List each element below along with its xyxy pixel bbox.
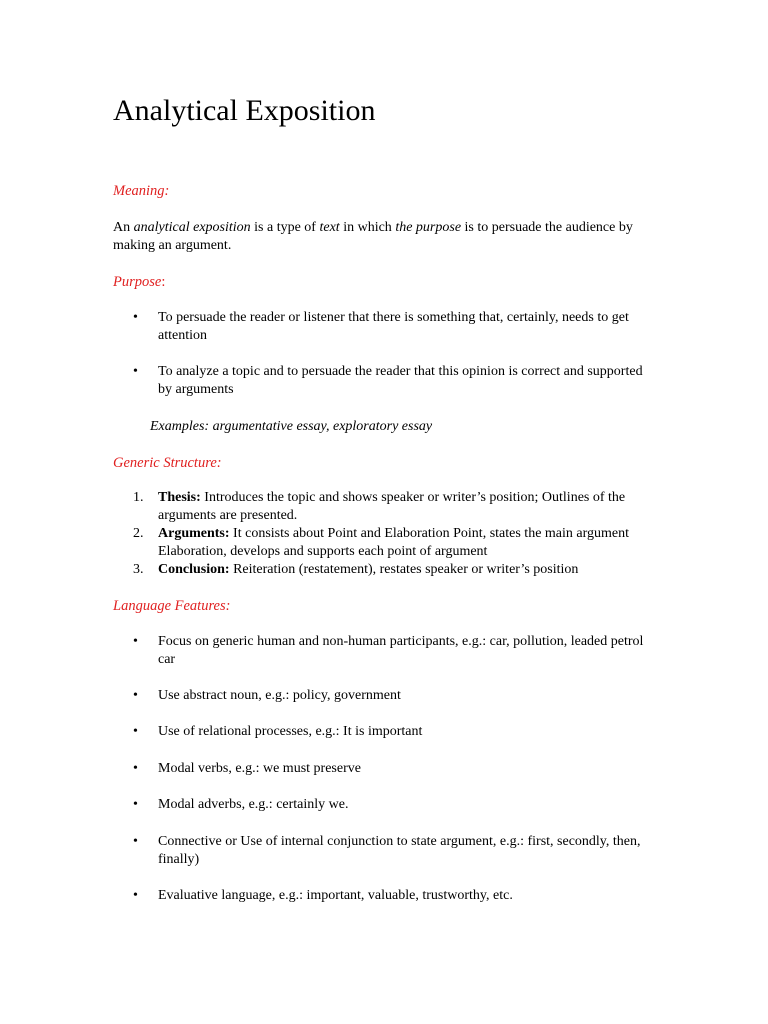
structure-item-text bbox=[158, 489, 658, 525]
feature-bullet-text: Connective or Use of internal conjunction to state argument, e.g.: first, secondly, then, finally) bbox=[158, 834, 641, 867]
examples-line: Examples: argumentative essay, exploratory essay bbox=[150, 419, 433, 434]
feature-bullet-text: Use abstract noun, e.g.: policy, government bbox=[158, 688, 401, 703]
purpose-heading-colon: : bbox=[161, 274, 166, 290]
item-number: 3. bbox=[133, 562, 144, 577]
structure-term: Thesis: bbox=[158, 490, 201, 505]
feature-bullet-text: Use of relational processes, e.g.: It is important bbox=[158, 724, 423, 739]
structure-desc: It consists about Point and Elaboration Point, states the main argument Elaboration, develops and supports each point of argument bbox=[158, 526, 630, 559]
bullet-icon: • bbox=[133, 761, 138, 776]
structure-term: Arguments: bbox=[158, 526, 230, 541]
item-number: 2. bbox=[133, 526, 144, 541]
structure-desc: Reiteration (restatement), restates speaker or writer’s position bbox=[229, 562, 579, 577]
meaning-text-2: analytical exposition bbox=[133, 220, 251, 235]
meaning-text-3: is a type of bbox=[250, 220, 320, 235]
feature-bullet-text: Evaluative language, e.g.: important, valuable, trustworthy, etc. bbox=[158, 888, 513, 903]
bullet-icon: • bbox=[133, 364, 138, 379]
purpose-bullet-text: To analyze a topic and to persuade the reader that this opinion is correct and supported by arguments bbox=[158, 364, 643, 397]
structure-item-text bbox=[158, 525, 658, 561]
bullet-icon: • bbox=[133, 724, 138, 739]
page-title: Analytical Exposition bbox=[113, 94, 376, 127]
feature-bullet-text: Modal adverbs, e.g.: certainly we. bbox=[158, 797, 349, 812]
purpose-heading bbox=[113, 273, 165, 291]
meaning-text-7: is to persuade the audience by making an argument. bbox=[113, 220, 633, 253]
bullet-icon: • bbox=[133, 888, 138, 903]
meaning-paragraph bbox=[113, 219, 658, 255]
meaning-text-1: An bbox=[113, 220, 134, 235]
structure-item-text bbox=[158, 561, 658, 579]
structure-desc: Introduces the topic and shows speaker or writer’s position; Outlines of the arguments are presented. bbox=[158, 490, 626, 523]
feature-bullet-text: Focus on generic human and non-human participants, e.g.: car, pollution, leaded petrol car bbox=[158, 634, 644, 667]
meaning-text-4: text bbox=[319, 220, 340, 235]
bullet-icon: • bbox=[133, 310, 138, 325]
bullet-icon: • bbox=[133, 634, 138, 649]
generic-structure-heading: Generic Structure: bbox=[113, 455, 222, 471]
bullet-icon: • bbox=[133, 688, 138, 703]
language-features-heading: Language Features: bbox=[113, 598, 231, 614]
bullet-icon: • bbox=[133, 834, 138, 849]
meaning-text-5: in which bbox=[339, 220, 396, 235]
feature-bullet-text: Modal verbs, e.g.: we must preserve bbox=[158, 761, 361, 776]
bullet-icon: • bbox=[133, 797, 138, 812]
purpose-bullet-text: To persuade the reader or listener that there is something that, certainly, needs to get attention bbox=[158, 310, 629, 343]
item-number: 1. bbox=[133, 490, 144, 505]
meaning-heading: Meaning: bbox=[113, 183, 170, 199]
meaning-text-6: the purpose bbox=[395, 220, 462, 235]
structure-term: Conclusion: bbox=[158, 562, 230, 577]
purpose-heading-label: Purpose bbox=[113, 274, 162, 290]
